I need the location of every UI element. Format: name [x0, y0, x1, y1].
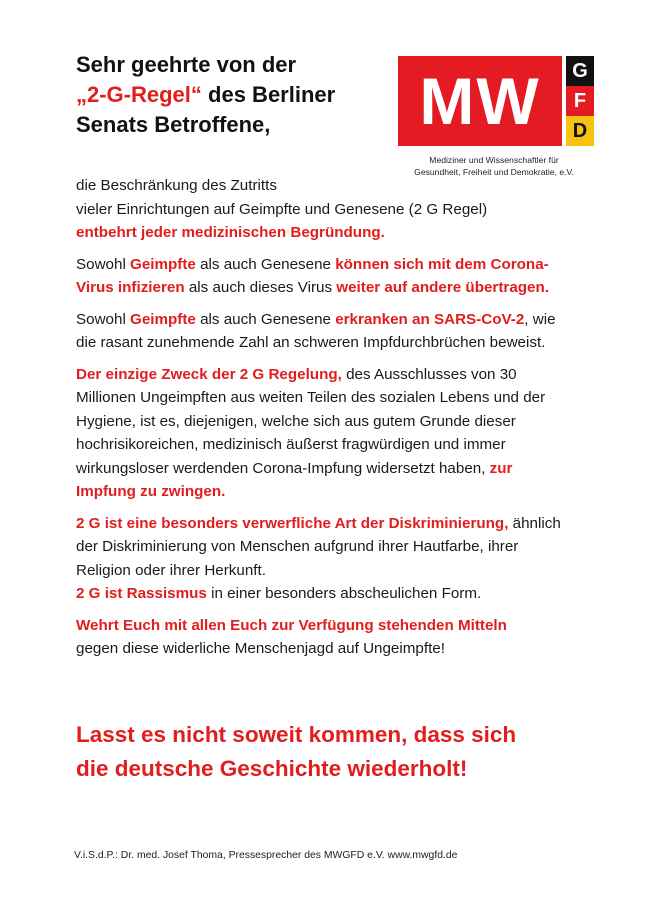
title-line-2-rest: des Berliner [201, 82, 336, 107]
paragraph-5 [76, 512, 576, 606]
p3-emphasis-1: Geimpfte [130, 310, 196, 328]
p2-emphasis-3: weiter auf andere übertragen. [336, 279, 549, 296]
title-line-1: Sehr geehrte von der [76, 52, 297, 77]
p5-text-2: in einer besonders abscheulichen Form. [206, 585, 482, 602]
title-rule-name: „2-G-Regel“ [76, 82, 202, 107]
logo-caption-line-1: Mediziner und Wissenschaftler für [429, 155, 559, 165]
closing-appeal [76, 718, 596, 786]
logo-caption-line-2: Gesundheit, Freiheit und Demokratie, e.V. [414, 167, 574, 177]
p4-emphasis-1: Der einzige Zweck der 2 G Regelung, [76, 365, 342, 383]
p3-text-1: Sowohl [76, 310, 131, 328]
p2-text-2: als auch Genesene [195, 255, 336, 273]
paragraph-6 [76, 614, 576, 661]
closing-line-2: die deutsche Geschichte wiederholt! [76, 756, 468, 781]
closing-line-1: Lasst es nicht soweit kommen, dass sich [76, 722, 517, 747]
paragraph-4 [76, 363, 576, 504]
title-line-3: Senats Betroffene, [76, 112, 271, 137]
p2-emphasis-1: Geimpfte [130, 255, 196, 273]
p2-text-3: als auch dieses Virus [184, 279, 337, 296]
body-text [76, 174, 576, 669]
p2-emphasis-2: können sich mit dem Corona-Virus infizieren [76, 255, 549, 296]
logo-letter-f: F [566, 86, 594, 116]
paragraph-1 [76, 174, 576, 245]
p4-text-1: des Ausschlusses von 30 Millionen Ungeimpften aus weiten Teilen des sozialen Lebens und der Hygiene, ist es, diejenigen, welche sich aus gutem Grunde dieser hochrisikoreichen, medizinisch äußerst fragwürdigen und immer wirkungsloser werdenden Corona-Impfung widersetzt haben, [76, 365, 546, 477]
logo-letter-g: G [566, 56, 594, 86]
paragraph-3 [76, 308, 576, 355]
p4-emphasis-2: zur Impfung zu zwingen. [76, 459, 513, 500]
p1-emphasis: entbehrt jeder medizinischen Begründung. [76, 224, 385, 241]
logo-mw-block: MW [398, 56, 562, 146]
title-line-2 [76, 80, 386, 110]
p5-emphasis-1: 2 G ist eine besonders verwerfliche Art der Diskriminierung, [76, 514, 509, 532]
page-title [76, 50, 386, 140]
p1-line-1: die Beschränkung des Zutritts [76, 177, 277, 194]
logo-gfd-column [566, 56, 594, 146]
mwgfd-logo [398, 56, 594, 146]
p1-line-2: vieler Einrichtungen auf Geimpfte und Genesene (2 G Regel) [76, 200, 488, 218]
p6-text: gegen diese widerliche Menschenjagd auf Ungeimpfte! [76, 640, 445, 657]
logo-letter-d: D [566, 116, 594, 146]
p3-emphasis-2: erkranken an SARS-CoV-2 [335, 310, 525, 328]
p5-text-1: ähnlich der Diskriminierung von Menschen aufgrund ihrer Hautfarbe, ihrer Religion oder ihrer Herkunft. [76, 514, 561, 579]
p3-text-3: , wie die rasant zunehmende Zahl an schweren Impfdurchbrüchen beweist. [76, 310, 556, 351]
p5-emphasis-2: 2 G ist Rassismus [76, 585, 207, 602]
paragraph-2 [76, 253, 576, 300]
p6-emphasis: Wehrt Euch mit allen Euch zur Verfügung stehenden Mitteln [76, 616, 507, 634]
p3-text-2: als auch Genesene [195, 310, 336, 328]
footer-imprint: V.i.S.d.P.: Dr. med. Josef Thoma, Pressesprecher des MWGFD e.V. www.mwgfd.de [74, 850, 458, 861]
p2-text-1: Sowohl [76, 255, 131, 273]
